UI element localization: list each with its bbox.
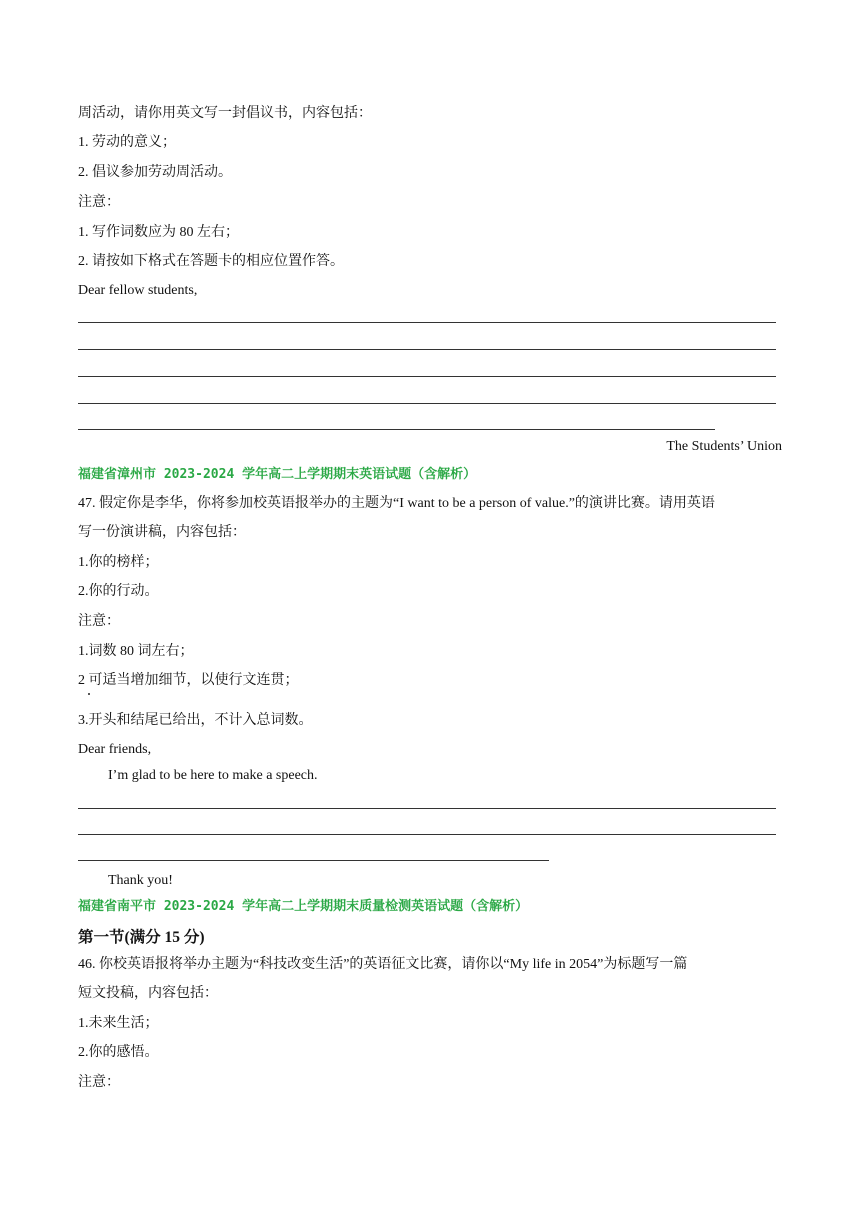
note-label: 注意： bbox=[78, 614, 120, 629]
content-point-1: 1.你的榜样； bbox=[78, 555, 159, 570]
letter-signature: The Students’ Union bbox=[666, 439, 782, 454]
content-point-2: 2.你的感悟。 bbox=[78, 1045, 159, 1060]
source-heading: 福建省漳州市 2023-2024 学年高二上学期期末英语试题（含解析） bbox=[78, 467, 477, 482]
note-item-2: 2. 请按如下格式在答题卡的相应位置作答。 bbox=[78, 254, 344, 269]
content-point-1: 1.未来生活； bbox=[78, 1016, 159, 1031]
speech-closing: Thank you! bbox=[108, 873, 173, 888]
answer-line bbox=[78, 429, 715, 430]
question-prompt: 47. 假定你是李华，你将参加校英语报举办的主题为“I want to be a person of value.”的演讲比赛。请用英语 bbox=[78, 496, 715, 511]
content-point-1: 1. 劳动的意义； bbox=[78, 135, 176, 150]
note-item-2: 2 可适当增加细节，以使行文连贯； bbox=[78, 673, 299, 688]
answer-line bbox=[78, 349, 776, 350]
question-prompt-cont: 写一份演讲稿，内容包括： bbox=[78, 525, 246, 540]
answer-line bbox=[78, 834, 776, 835]
note-item-1: 1. 写作词数应为 80 左右； bbox=[78, 225, 239, 240]
answer-line bbox=[78, 322, 776, 323]
stray-dot bbox=[88, 693, 90, 695]
note-label: 注意： bbox=[78, 195, 120, 210]
question-prompt: 46. 你校英语报将举办主题为“科技改变生活”的英语征文比赛，请你以“My life in 2054”为标题写一篇 bbox=[78, 957, 688, 972]
answer-line bbox=[78, 808, 776, 809]
answer-line bbox=[78, 403, 776, 404]
note-item-1: 1.词数 80 词左右； bbox=[78, 644, 194, 659]
answer-line bbox=[78, 860, 549, 861]
prompt-continuation: 周活动，请你用英文写一封倡议书，内容包括： bbox=[78, 106, 372, 121]
note-label: 注意： bbox=[78, 1075, 120, 1090]
content-point-2: 2. 倡议参加劳动周活动。 bbox=[78, 165, 232, 180]
source-heading: 福建省南平市 2023-2024 学年高二上学期期末质量检测英语试题（含解析） bbox=[78, 899, 529, 914]
speech-opening: I’m glad to be here to make a speech. bbox=[108, 768, 318, 783]
letter-greeting: Dear fellow students, bbox=[78, 283, 198, 298]
note-item-3: 3.开头和结尾已给出，不计入总词数。 bbox=[78, 713, 313, 728]
speech-greeting: Dear friends, bbox=[78, 742, 152, 757]
section-title: 第一节(满分 15 分) bbox=[78, 929, 205, 946]
question-prompt-cont: 短文投稿，内容包括： bbox=[78, 986, 218, 1001]
content-point-2: 2.你的行动。 bbox=[78, 584, 159, 599]
answer-line bbox=[78, 376, 776, 377]
